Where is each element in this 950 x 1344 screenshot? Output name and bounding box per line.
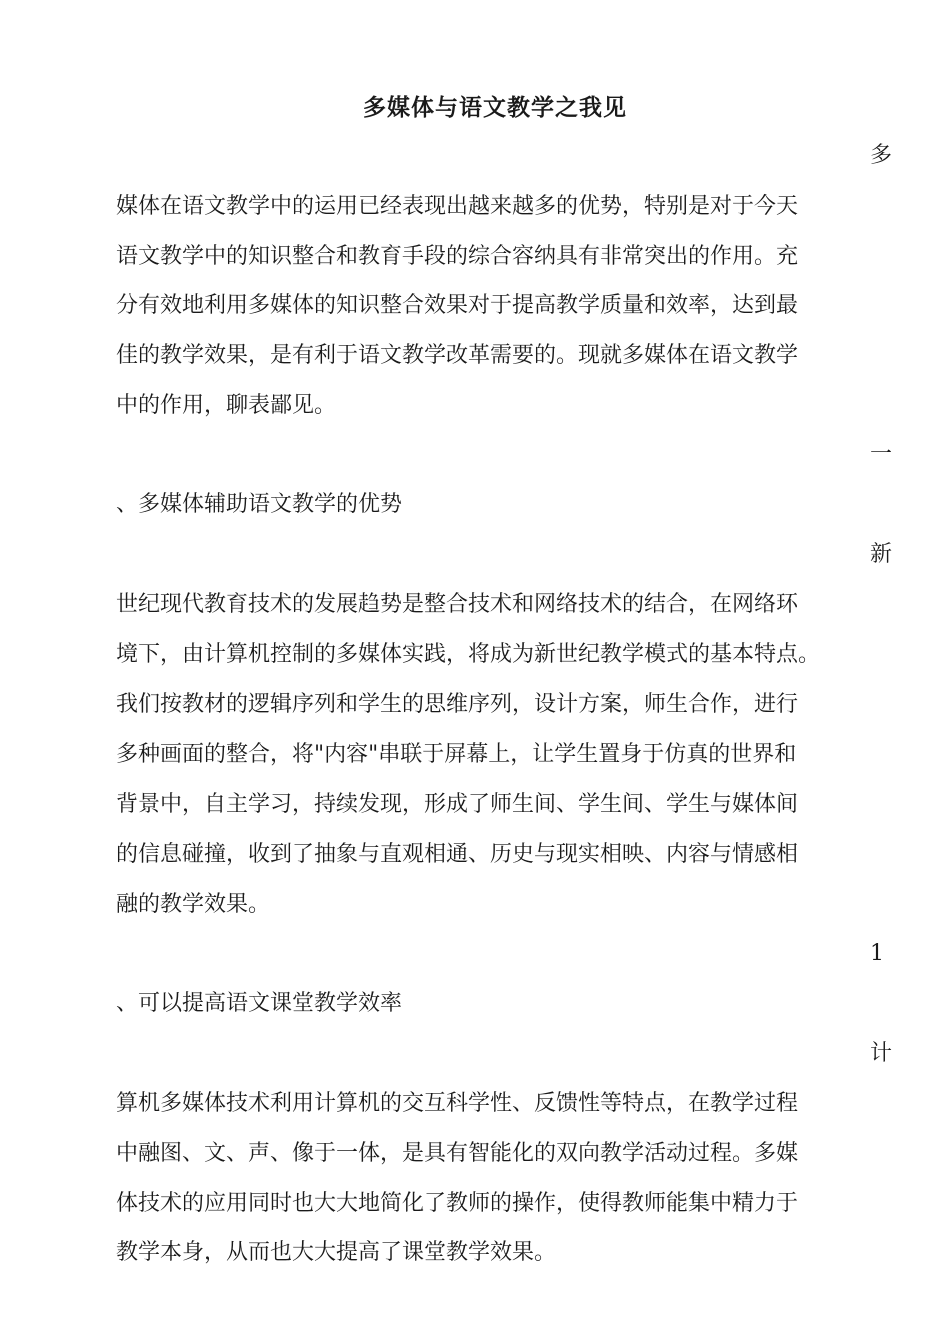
paragraph-line: 背景中，自主学习，持续发现，形成了师生间、学生间、学生与媒体间 [116,792,799,817]
section-heading: 、多媒体辅助语文教学的优势 [116,492,403,517]
drop-character: 计 [870,1041,893,1066]
drop-character: 1 [870,941,884,966]
paragraph-line: 境下，由计算机控制的多媒体实践，将成为新世纪教学模式的基本特点。 [116,642,821,667]
paragraph-line: 媒体在语文教学中的运用已经表现出越来越多的优势，特别是对于今天 [116,194,799,219]
paragraph-line: 教学本身，从而也大大提高了课堂教学效果。 [116,1240,557,1265]
paragraph-line: 世纪现代教育技术的发展趋势是整合技术和网络技术的结合，在网络环 [116,592,799,617]
paragraph-line: 多种画面的整合，将"内容"串联于屏幕上，让学生置身于仿真的世界和 [116,742,797,767]
document-title: 多媒体与语文教学之我见 [363,94,627,121]
paragraph-line: 体技术的应用同时也大大地简化了教师的操作，使得教师能集中精力于 [116,1191,799,1216]
paragraph-line: 的信息碰撞，收到了抽象与直观相通、历史与现实相映、内容与情感相 [116,842,799,867]
drop-character: 一 [870,442,893,467]
section-heading: 、可以提高语文课堂教学效率 [116,991,403,1016]
drop-character: 新 [870,542,893,567]
paragraph-line: 分有效地利用多媒体的知识整合效果对于提高教学质量和效率，达到最 [116,293,799,318]
paragraph-line: 中融图、文、声、像于一体，是具有智能化的双向教学活动过程。多媒 [116,1141,799,1166]
paragraph-line: 融的教学效果。 [116,892,271,917]
paragraph-line: 语文教学中的知识整合和教育手段的综合容纳具有非常突出的作用。充 [116,244,799,269]
paragraph-line: 我们按教材的逻辑序列和学生的思维序列，设计方案，师生合作，进行 [116,692,799,717]
paragraph-line: 中的作用，聊表鄙见。 [116,393,337,418]
drop-character: 多 [870,143,893,168]
paragraph-line: 算机多媒体技术利用计算机的交互科学性、反馈性等特点，在教学过程 [116,1091,799,1116]
paragraph-line: 佳的教学效果，是有利于语文教学改革需要的。现就多媒体在语文教学 [116,343,799,368]
